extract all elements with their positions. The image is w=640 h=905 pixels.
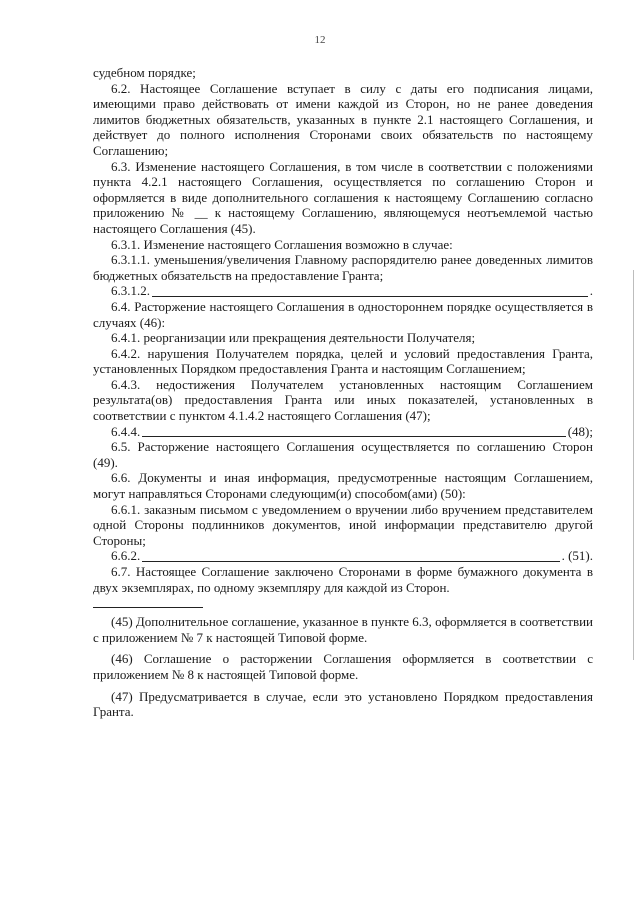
fill-in-rule [152, 285, 588, 297]
paragraph-6-4-3: 6.4.3. недостижения Получателем установленных настоящим Соглашением результата(ов) предоставления Гранта или иных показателей, установленных в соответствии с пунктом 4.1.4.2 настоящего Соглашения (47); [93, 376, 593, 424]
fill-in-rule [142, 550, 559, 562]
line-suffix: (48); [567, 423, 593, 439]
footnote-separator [93, 607, 203, 608]
line-label: 6.6.2. [111, 548, 141, 564]
line-label: 6.4.4. [111, 423, 141, 439]
blank-line-6-4-4 [93, 424, 593, 440]
paragraph-6-2: 6.2. Настоящее Соглашение вступает в силу с даты его подписания лицами, имеющими право действовать от имени каждой из Сторон, но не ранее доведения лимитов бюджетных обязательств, указанных в пункте 2.1 настоящего Соглашения, и действует до полного исполнения Сторонами своих обязательств по настоящему Соглашению; [93, 80, 593, 158]
line-suffix: . (51). [561, 548, 593, 564]
document-body [93, 65, 593, 726]
footnote-47: (47) Предусматривается в случае, если это установлено Порядком предоставления Гранта. [93, 688, 593, 720]
paragraph-6-6: 6.6. Документы и иная информация, предусмотренные настоящим Соглашением, могут направляться Сторонами следующим(и) способом(ами) (50): [93, 470, 593, 502]
paragraph-6-3-1: 6.3.1. Изменение настоящего Соглашения возможно в случае: [111, 236, 453, 252]
page-number: 12 [314, 34, 326, 46]
paragraph-6-4-1: 6.4.1. реорганизации или прекращения деятельности Получателя; [111, 330, 476, 346]
paragraph-6-5: 6.5. Расторжение настоящего Соглашения осуществляется по соглашению Сторон (49). [93, 439, 593, 470]
paragraph-6-4: 6.4. Расторжение настоящего Соглашения в одностороннем порядке осуществляется в случаях (46): [93, 298, 593, 330]
footnotes [93, 614, 593, 720]
line-suffix: . [589, 283, 593, 299]
paragraph-6-6-1: 6.6.1. заказным письмом с уведомлением о вручении либо вручением представителем одной Стороны подлинников документов, иной информации представителю другой Стороны; [93, 501, 593, 548]
line-label: 6.3.1.2. [111, 283, 150, 299]
scan-edge-line [633, 270, 634, 660]
paragraph-6-4-2: 6.4.2. нарушения Получателем порядка, целей и условий предоставления Гранта, установленных Порядком предоставления Гранта и настоящим Соглашением; [93, 345, 593, 377]
footnote-46: (46) Соглашение о расторжении Соглашения оформляется в соответствии с приложением № 8 к настоящей Типовой форме. [93, 651, 593, 682]
paragraph-6-7: 6.7. Настоящее Соглашение заключено Сторонами в форме бумажного документа в двух экземплярах, по одному экземпляру для каждой из Сторон. [93, 564, 593, 595]
paragraph-6-3-1-1: 6.3.1.1. уменьшения/увеличения Главному распорядителю ранее доведенных лимитов бюджетных обязательств на предоставление Гранта; [93, 252, 593, 283]
paragraph-court-order: судебном порядке; [93, 65, 196, 80]
footnote-45: (45) Дополнительное соглашение, указанное в пункте 6.3, оформляется в соответствии с приложением № 7 к настоящей Типовой форме. [93, 614, 593, 645]
blank-line-6-3-1-2 [93, 283, 593, 299]
blank-line-6-6-2 [93, 548, 593, 564]
fill-in-rule [142, 425, 565, 437]
paragraph-6-3: 6.3. Изменение настоящего Соглашения, в том числе в соответствии с положениями пункта 4.2.1 настоящего Соглашения, осуществляется по соглашению Сторон и оформляется в виде дополнительного соглашения к настоящему Соглашению согласно приложению № __ к настоящему Соглашению, являющемуся неотъемлемой частью настоящего Соглашения (45). [93, 158, 593, 236]
